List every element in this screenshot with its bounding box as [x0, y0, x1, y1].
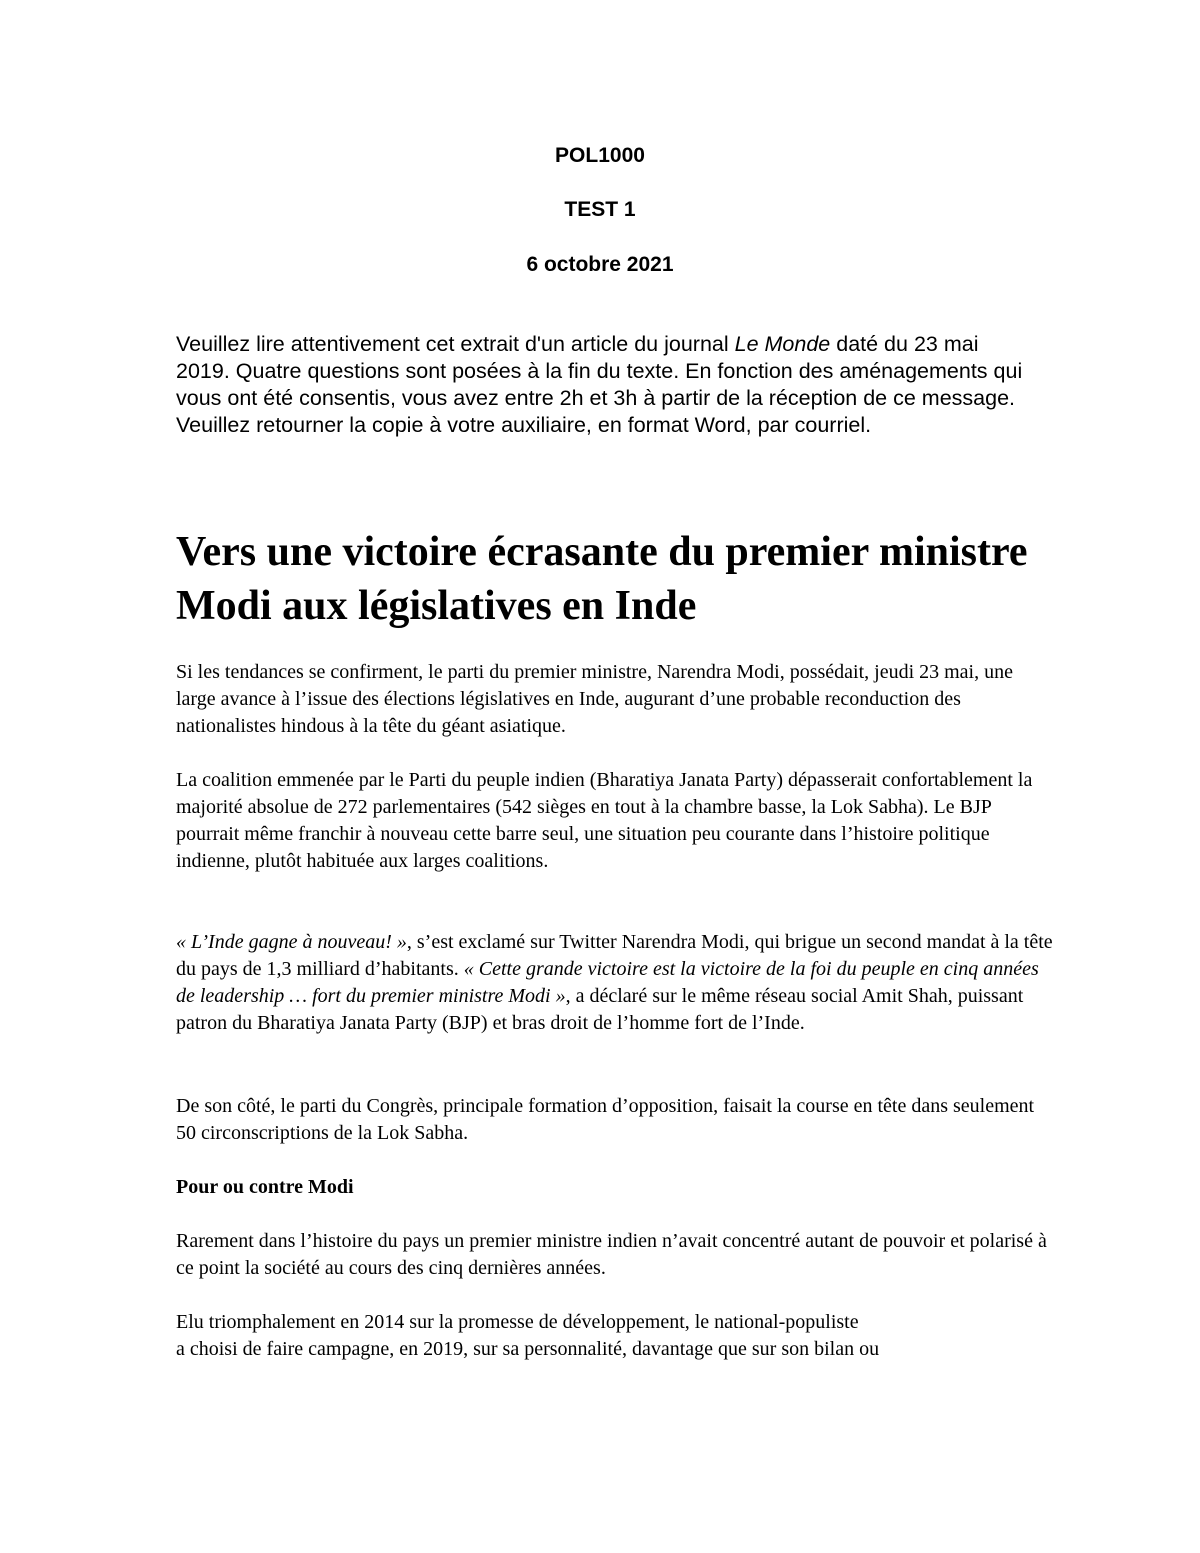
article-subheading: Pour ou contre Modi [176, 1176, 354, 1198]
test-title: TEST 1 [564, 198, 636, 221]
paragraph-6-line-1: Elu triomphalement en 2014 sur la promesse de développement, le national-populiste [176, 1311, 859, 1333]
instructions-paragraph [176, 331, 1036, 439]
article-paragraph-3 [176, 929, 1056, 1037]
article-headline: Vers une victoire écrasante du premier ministre Modi aux législatives en Inde [176, 529, 1028, 629]
paragraph-6-line-2: a choisi de faire campagne, en 2019, sur sa personnalité, davantage que sur son bilan ou [176, 1338, 880, 1360]
article-paragraph-4: De son côté, le parti du Congrès, principale formation d’opposition, faisait la course en tête dans seulement 50 circonscriptions de la Lok Sabha. [176, 1095, 1035, 1144]
paragraph-3-text-2: , a déclaré sur le même réseau social Amit Shah, puissant patron du Bharatiya Janata Party (BJP) et bras droit de l’homme fort de l’Inde. [176, 985, 1024, 1034]
paragraph-3-text-1: , s’est exclamé sur Twitter Narendra Modi, qui brigue un second mandat à la tête du pays de 1,3 milliard d’habitants. [176, 931, 1053, 980]
instructions-text-end: daté du 23 mai 2019. Quatre questions sont posées à la fin du texte. En fonction des aménagements qui vous ont été consentis, vous avez entre 2h et 3h à partir de la réception de ce message. Veuillez retourner la copie à votre auxiliaire, en format Word, par courriel. [176, 332, 1023, 437]
modi-quote: « L’Inde gagne à nouveau! » [176, 931, 407, 953]
instructions-text-start: Veuillez lire attentivement cet extrait d'un article du journal [176, 332, 735, 356]
article-paragraph-1: Si les tendances se confirment, le parti du premier ministre, Narendra Modi, possédait, jeudi 23 mai, une large avance à l’issue des élections législatives en Inde, augurant d’une probable reconduction des nationalistes hindous à la tête du géant asiatique. [176, 661, 1013, 737]
article-paragraph-6 [176, 1309, 1056, 1363]
test-date: 6 octobre 2021 [526, 253, 674, 276]
course-code: POL1000 [555, 144, 645, 167]
journal-name: Le Monde [734, 332, 831, 356]
article-paragraph-2: La coalition emmenée par le Parti du peuple indien (Bharatiya Janata Party) dépasserait confortablement la majorité absolue de 272 parlementaires (542 sièges en tout à la chambre basse, la Lok Sabha). Le BJP pourrait même franchir à nouveau cette barre seul, une situation peu courante dans l’histoire politique indienne, plutôt habituée aux larges coalitions. [176, 769, 1033, 872]
article-paragraph-5: Rarement dans l’histoire du pays un premier ministre indien n’avait concentré autant de pouvoir et polarisé à ce point la société au cours des cinq dernières années. [176, 1230, 1047, 1279]
shah-quote: « Cette grande victoire est la victoire de la foi du peuple en cinq années de leadership … fort du premier ministre Modi » [176, 958, 1039, 1007]
